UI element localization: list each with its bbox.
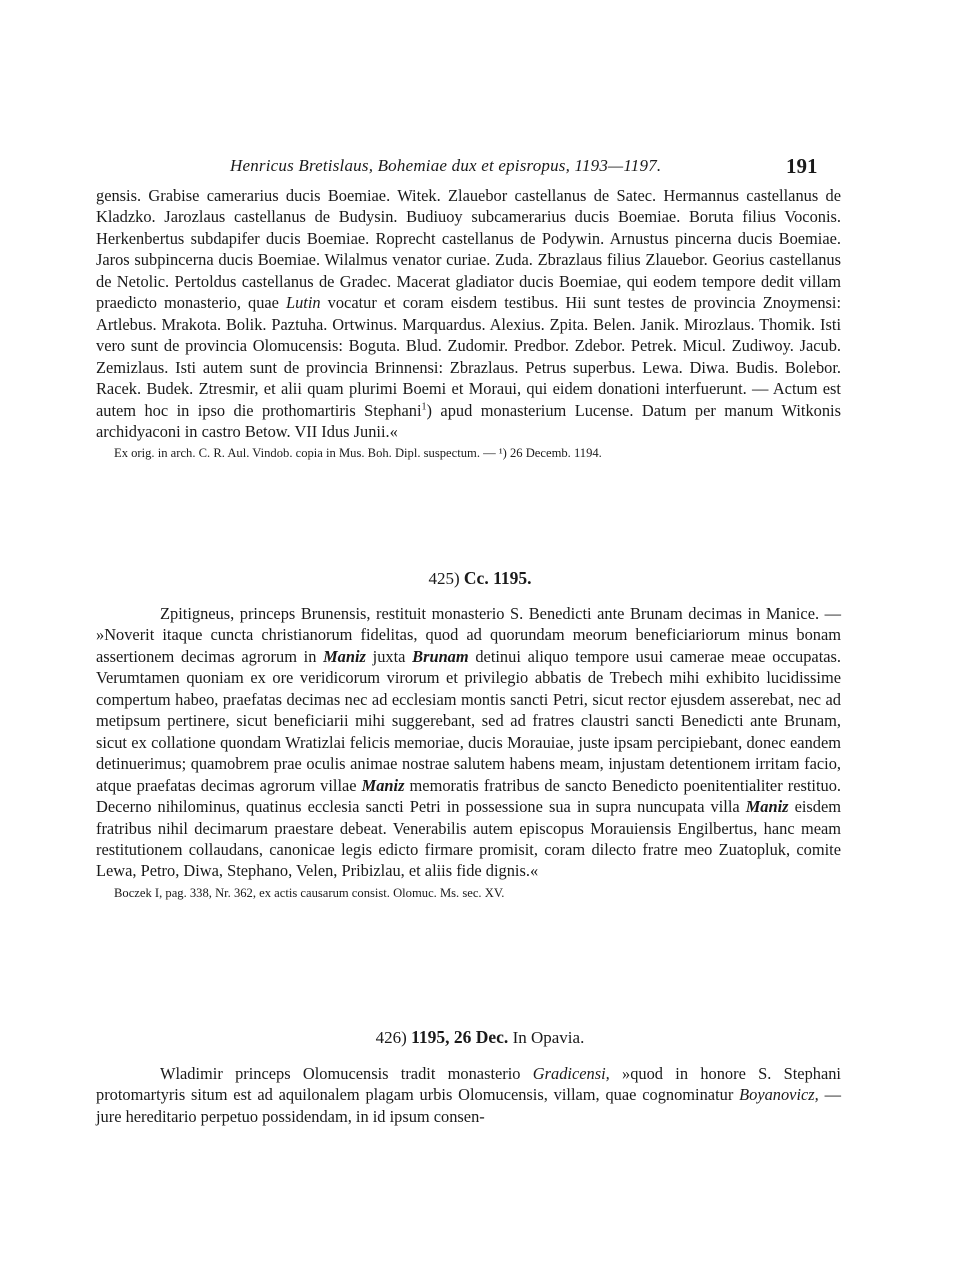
page-number: 191 xyxy=(786,154,818,178)
text-run: — jure hereditario perpetuo possidendam, in id ipsum consen- xyxy=(96,1085,841,1126)
text-run: memoratis fratribus de sancto Benedicto poenitentialiter restituo. Decerno nihilominus, quatinus ecclesia sancti Petri in possessione sua in supra nuncupata villa xyxy=(96,775,841,817)
doc425-source-note: Boczek I, pag. 338, Nr. 362, ex actis causarum consist. Olomuc. Ms. sec. XV. xyxy=(114,885,505,900)
place-name: Gradicensi, xyxy=(532,1064,610,1083)
place-name: Lutin xyxy=(285,293,321,313)
text-run: juxta xyxy=(365,646,413,666)
place-name: Maniz xyxy=(361,775,405,795)
doc425-number: 425) xyxy=(428,569,460,588)
text-run: gensis. Grabise camerarius ducis Boemiae. Witek. Zlauebor castellanus de Satec. Hermannus castellanus de Kladzko. Jarozlaus castellanus de Budysin. Budiuoy subcamerarius ducis Boemiae. Boruta filius Voconis. Herkenbertus subdapifer ducis Boemiae. Roprecht castellanus de Podywin. Arnustus pincerna ducis Boemiae. Jaros subpincerna ducis Boemiae. Wilalmus venator curiae. Zuda. Zbrazlaus filius Zlauebor. Georius castellanus de Netolic. Pertoldus castellanus de Gradec. Macerat gladiator ducis Boemiae, qui eodem tempore dedit villam praedicto monasterio, quae xyxy=(96,186,841,313)
doc426-heading xyxy=(0,1027,960,1048)
text-run: detinui aliquo tempore usui camerae meae occupatas. Verumtamen quoniam ex ore veridicorum virorum et privilegio abbatis de Trebech mihi exhibito lucidissime compertum habeo, praefatas decimas nec ad ecclesiam montis sancti Petri, sicut rector ejusdem asserebat, nec ad metipsum pertinere, sicut beneficiarii mihi suggerebant, sed ad fratres claustri sancti Benedicti ante Brunam, sicut ex collatione quondam Wratizlai felicis memoriae, ducis Morauiae, juste ipsam percipiebant, donec eandem detinuerimus; quamobrem prae oculis animae nostrae salutem habens meam, injustam detentionem irritam facio, atque praefatas decimas agrorum villae xyxy=(96,646,842,795)
doc425-heading xyxy=(0,568,960,589)
doc426-text xyxy=(96,1063,841,1127)
doc425-paragraph xyxy=(96,603,841,882)
text-run: »quod in honore S. Stephani protomartyris situm est ad aquilonalem plagam urbis Olomucensis, villam, quae cognominatur xyxy=(96,1064,841,1105)
doc425-text xyxy=(96,603,841,901)
place-name: Boyanovicz, xyxy=(739,1085,819,1105)
doc426-place: In Opavia. xyxy=(512,1028,585,1047)
text-run: eisdem fratribus nihil decimarum praestare debeat. Venerabilis autem episcopus Morauiensis Engilbertus, hanc meam restitutionem collaudans, canonicae legis edicto firmare promisit, coram dilecto fratre meo Zuatopluk, comite Lewa, Petro, Diwa, Stephano, Velen, Pribizlau, et aliis fide dignis.« xyxy=(96,797,841,881)
place-name: Maniz xyxy=(745,797,789,817)
text-run: Zpitigneus, princeps Brunensis, restituit monasterio S. Benedicti ante Brunam decimas in Manice. — »Noverit itaque cuncta christianorum fidelitas, quod ad quorundam meorum beneficiariorum minus bonam assertionem decimas agrorum in xyxy=(96,604,841,666)
place-name: Brunam xyxy=(412,646,469,666)
doc424-text xyxy=(96,185,841,461)
doc426-date: 1195, 26 Dec. xyxy=(411,1027,509,1047)
text-run: ) apud monasterium Lucense. Datum per manum Witkonis archidyaconi in castro Betow. VII Idus Junii.« xyxy=(96,400,841,441)
doc426-number: 426) xyxy=(375,1028,407,1047)
place-name: Maniz xyxy=(323,646,366,666)
running-title: Henricus Bretislaus, Bohemiae dux et episropus, 1193—1197. xyxy=(230,156,662,175)
text-run: vocatur et coram eisdem testibus. Hii sunt testes de provincia Znoymensi: Artlebus. Mrakota. Bolik. Paztuha. Ortwinus. Marquardus. Alexius. Zpita. Belen. Janik. Mirozlaus. Thomik. Isti vero sunt de provincia Olomucensis: Boguta. Blud. Zudomir. Predbor. Zdebor. Petrek. Micul. Zudiwoy. Jacub. Zemizlaus. Isti autem sunt de provincia Brinnensi: Zbrazlaus. Petrus superbus. Lewa. Diwa. Budis. Bolebor. Racek. Budek. Ztresmir, et alii quam plurimi Boemi et Moraui, qui eidem donationi interfuerunt. — Actum est autem hoc in ipso die prothomartiris Stephani xyxy=(96,293,841,420)
doc424-paragraph xyxy=(96,185,841,442)
doc424-source-note: Ex orig. in arch. C. R. Aul. Vindob. copia in Mus. Boh. Dipl. suspectum. — ¹) 26 Decemb. 1194. xyxy=(114,446,602,461)
footnote-marker: 1 xyxy=(421,401,427,413)
doc426-paragraph xyxy=(96,1063,841,1127)
doc425-date: Cc. 1195. xyxy=(463,568,532,588)
text-run: Wladimir princeps Olomucensis tradit monasterio xyxy=(160,1064,533,1083)
